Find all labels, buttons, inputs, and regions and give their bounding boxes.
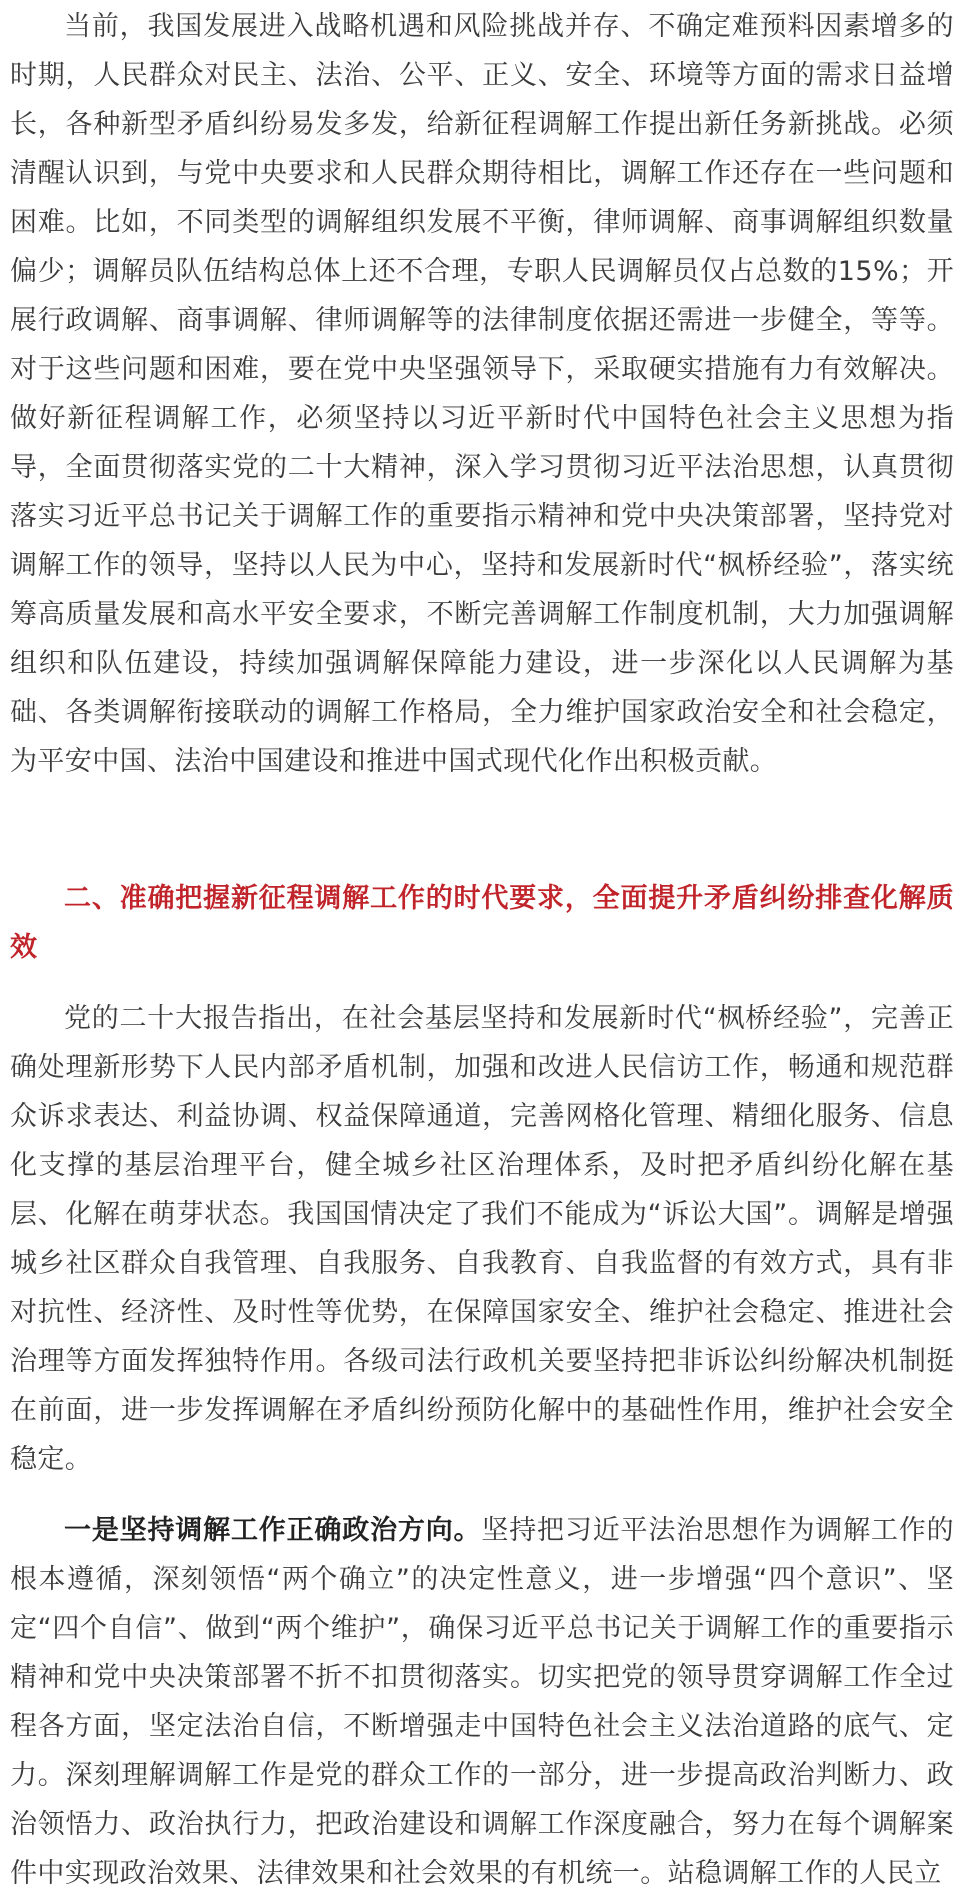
paragraph-party-report: 党的二十大报告指出，在社会基层坚持和发展新时代“枫桥经验”，完善正确处理新形势下人民内部矛盾机制，加强和改进人民信访工作，畅通和规范群众诉求表达、利益协调、权益保障通道，完善网格化管理、精细化服务、信息化支撑的基层治理平台，健全城乡社区治理体系，及时把矛盾纠纷化解在基层、化解在萌芽状态。我国国情决定了我们不能成为“诉讼大国”。调解是增强城乡社区群众自我管理、自我服务、自我教育、自我监督的有效方式，具有非对抗性、经济性、及时性等优势，在保障国家安全、维护社会稳定、推进社会治理等方面发挥独特作用。各级司法行政机关要坚持把非诉讼纠纷解决机制挺在前面，进一步发挥调解在矛盾纠纷预防化解中的基础性作用，维护社会安全稳定。 <box>10 1003 954 1475</box>
paragraph-current-situation: 当前，我国发展进入战略机遇和风险挑战并存、不确定难预料因素增多的时期，人民群众对民主、法治、公平、正义、安全、环境等方面的需求日益增长，各种新型矛盾纠纷易发多发，给新征程调解工作提出新任务新挑战。必须清醒认识到，与党中央要求和人民群众期待相比，调解工作还存在一些问题和困难。比如，不同类型的调解组织发展不平衡，律师调解、商事调解组织数量偏少；调解员队伍结构总体上还不合理，专职人民调解员仅占总数的15%；开展行政调解、商事调解、律师调解等的法律制度依据还需进一步健全，等等。对于这些问题和困难，要在党中央坚强领导下，采取硬实措施有力有效解决。做好新征程调解工作，必须坚持以习近平新时代中国特色社会主义思想为指导，全面贯彻落实党的二十大精神，深入学习贯彻习近平法治思想，认真贯彻落实习近平总书记关于调解工作的重要指示精神和党中央决策部署，坚持党对调解工作的领导，坚持以人民为中心，坚持和发展新时代“枫桥经验”，落实统筹高质量发展和高水平安全要求，不断完善调解工作制度机制，大力加强调解组织和队伍建设，持续加强调解保障能力建设，进一步深化以人民调解为基础、各类调解衔接联动的调解工作格局，全力维护国家政治安全和社会稳定，为平安中国、法治中国建设和推进中国式现代化作出积极贡献。 <box>10 11 954 777</box>
paragraph-political-direction <box>10 1506 954 1898</box>
paragraph-body-text: 坚持把习近平法治思想作为调解工作的根本遵循，深刻领悟“两个确立”的决定性意义，进一步增强“四个意识”、坚定“四个自信”、做到“两个维护”，确保习近平总书记关于调解工作的重要指示精神和党中央决策部署不折不扣贯彻落实。切实把党的领导贯穿调解工作全过程各方面，坚定法治自信，不断增强走中国特色社会主义法治道路的底气、定力。深刻理解调解工作是党的群众工作的一部分，进一步提高政治判断力、政治领悟力、政治执行力，把政治建设和调解工作深度融合，努力在每个调解案件中实现政治效果、法律效果和社会效果的有机统一。站稳调解工作的人民立 <box>10 1515 954 1889</box>
section-heading: 二、准确把握新征程调解工作的时代要求，全面提升矛盾纠纷排查化解质效 <box>10 883 954 963</box>
section-spacer <box>10 786 954 874</box>
paragraph-lead-text: 一是坚持调解工作正确政治方向。 <box>64 1515 482 1546</box>
